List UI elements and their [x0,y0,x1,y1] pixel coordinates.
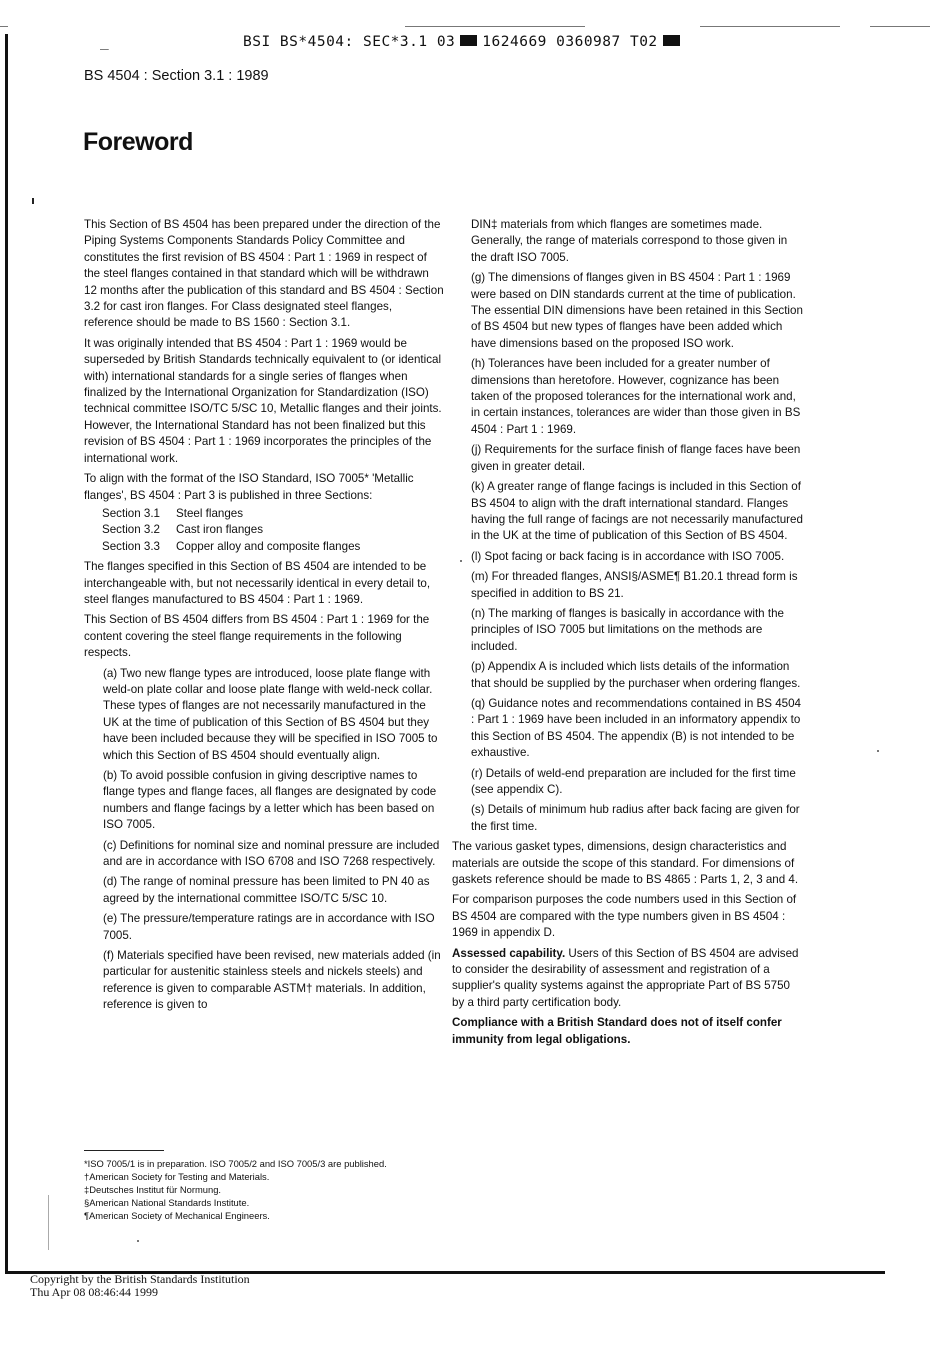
page-title: Foreword [83,128,193,156]
paragraph-differences: This Section of BS 4504 differs from BS 4504 : Part 1 : 1969 for the content covering the steel flange requirements in the following respects. [84,613,430,660]
scan-mark [32,198,34,204]
list-item-d: (d) The range of nominal pressure has been limited to PN 40 as agreed by the international committee ISO/TC 5/SC 10. [103,875,430,905]
list-item-s: (s) Details of minimum hub radius after back facing are given for the first time. [471,803,800,833]
list-item-h: (h) Tolerances have been included for a greater number of dimensions than heretofore. However, cognizance has been taken of the proposed tolerances for the international work and, in certain instances, tolerances are wider than those given in BS 4504 : Part 1 : 1969. [471,357,801,436]
list-item-g: (g) The dimensions of flanges given in BS 4504 : Part 1 : 1969 were based on DIN standards current at the time of publication. The essential DIN dimensions have been retained in this Section of BS 4504 but new types of flanges have been added which have dimensions based on the proposed ISO work. [471,271,803,350]
left-column [84,217,444,1018]
document-code-part1: BSI BS*4504: SEC*3.1 03 [243,34,456,50]
assessed-capability-label: Assessed capability. [452,946,566,960]
scan-mark [700,26,840,27]
footnote-din: ‡Deutsches Institut für Normung. [84,1184,222,1195]
list-item-m: (m) For threaded flanges, ANSI§/ASME¶ B1.20.1 thread form is specified in addition to BS 21. [471,570,798,600]
list-item-b: (b) To avoid possible confusion in giving descriptive names to flange types and flange faces, all flanges are designated by code numbers and flange facings by a letter which has been based on ISO 7005. [103,769,437,832]
scan-mark [405,26,585,27]
right-column [452,217,804,1052]
list-item-p: (p) Appendix A is included which lists details of the information that should be supplied by the purchaser when ordering flanges. [471,660,801,690]
list-item-n: (n) The marking of flanges is basically in accordance with the principles of ISO 7005 but limitations on the methods are included. [471,606,784,653]
paragraph-assessed-capability [452,946,804,1012]
paragraph-interchangeability: The flanges specified in this Section of BS 4504 are intended to be interchangeable with, but not necessarily identical in every detail to, steel flanges manufactured to BS 4504 : Part 1 : 1969. [84,560,431,606]
footnote-ansi: §American National Standards Institute. [84,1197,250,1208]
paragraph-format: To align with the format of the ISO Standard, ISO 7005* 'Metallic flanges', BS 4504 : Part 3 is published in three Sections: [84,472,414,502]
header-block-mark [663,35,680,46]
list-item-e: (e) The pressure/temperature ratings are in accordance with ISO 7005. [103,912,435,942]
list-item-r: (r) Details of weld-end preparation are included for the first time (see appendix C). [471,766,796,796]
list-item-k: (k) A greater range of flange facings is included in this Section of BS 4504 to align with the draft international standard. Flanges having the full range of facings are not necessarily manufactured in the UK at the time of publication of this Section of BS 4504. [471,480,803,543]
list-item-l: (l) Spot facing or back facing is in accordance with ISO 7005. [471,549,785,563]
assessed-capability-text: Users of this Section of BS 4504 are advised to consider the desirability of assessment and registration of a supplier's quality systems against the appropriate Part of BS 5750 by a third party certification body. [452,946,799,1009]
footnote-astm: †American Society for Testing and Materials. [84,1171,270,1182]
scan-mark [870,26,930,27]
copyright-line: Copyright by the British Standards Institution [30,1272,250,1286]
section-name: Steel flanges [176,506,244,520]
copyright-stamp [30,1273,250,1299]
section-number: Section 3.3 [102,539,161,553]
footnote-iso: *ISO 7005/1 is in preparation. ISO 7005/2 and ISO 7005/3 are published. [84,1158,387,1169]
footnote-asme: ¶American Society of Mechanical Engineers. [84,1210,270,1221]
list-item-f: (f) Materials specified have been revised, new materials added (in particular for austenitic stainless steels and nickels steels) and reference is given to comparable ASTM† materials. In addition, reference is given to [103,949,441,1012]
standard-number: BS 4504 : Section 3.1 : 1989 [84,68,269,84]
section-number: Section 3.1 [102,506,161,520]
paragraph-intro: This Section of BS 4504 has been prepared under the direction of the Piping Systems Components Standards Policy Committee and constitutes the first revision of BS 4504 : Part 1 : 1969 in respect of the steel flanges contained in that standard which will be withdrawn 12 months after the publication of this standard and BS 4504 : Section 3.2 for cast iron flanges. For Class designated steel flanges, reference should be made to BS 1560 : Section 3.1. [84,218,444,330]
list-item-f-continued: DIN‡ materials from which flanges are sometimes made. Generally, the range of materials correspond to those given in the draft ISO 7005. [471,218,788,264]
list-item [102,539,444,555]
list-item-a: (a) Two new flange types are introduced, loose plate flange with weld-on plate collar and loose plate flange with weld-neck collar. These types of flanges are not necessarily manufactured in the UK at the time of publication of this Section of BS 4504 but they have been included because they will be specified in ISO 7005 to which this Section of BS 4504 should eventually align. [103,666,438,762]
scan-dot [877,750,879,752]
copyright-timestamp: Thu Apr 08 08:46:44 1999 [30,1285,158,1299]
compliance-statement: Compliance with a British Standard does not of itself confer immunity from legal obligations. [452,1016,782,1046]
list-item [102,506,444,522]
sections-list [84,506,444,555]
scan-mark [48,1195,49,1250]
list-item [102,522,444,538]
section-name: Cast iron flanges [176,523,263,537]
footnote-rule [84,1150,164,1151]
header-dash: _ [100,34,110,50]
paragraph-history: It was originally intended that BS 4504 : Part 1 : 1969 would be superseded by British Standards technically equivalent to (or identical with) international standards for a single series of flanges when finalized by the International Organization for Standardization (ISO) technical committee ISO/TC 5/SC 10, Metallic flanges and their joints. However, the International Standard has not been finalized but this revision of BS 4504 : Part 1 : 1969 incorporates the principles of the international work. [84,336,442,465]
paragraph-compliance [452,1015,804,1048]
list-item-q: (q) Guidance notes and recommendations contained in BS 4504 : Part 1 : 1969 have been included in an informatory appendix to this Section of BS 4504. The appendix (B) is not intended to be exhaustive. [471,696,801,760]
section-name: Copper alloy and composite flanges [176,539,361,553]
list-item-c: (c) Definitions for nominal size and nominal pressure are included and are in accordance with ISO 6708 and ISO 7268 respectively. [103,838,440,869]
header-block-mark [460,35,477,46]
section-number: Section 3.2 [102,523,161,537]
paragraph-comparison: For comparison purposes the code numbers used in this Section of BS 4504 are compared with the type numbers given in BS 4504 : 1969 in appendix D. [452,893,797,940]
footnotes [84,1157,604,1222]
list-item-j: (j) Requirements for the surface finish of flange faces have been given in greater detail. [471,443,801,473]
scan-mark [0,26,8,27]
document-code-part2: 1624669 0360987 T02 [482,34,658,50]
page-frame-left [5,34,8,1274]
document-code-header [100,34,880,56]
scan-dot [137,1240,139,1242]
paragraph-gaskets: The various gasket types, dimensions, design characteristics and materials are outside the scope of this standard. For dimensions of gaskets reference should be made to BS 4865 : Parts 1, 2, 3 and 4. [452,840,799,887]
